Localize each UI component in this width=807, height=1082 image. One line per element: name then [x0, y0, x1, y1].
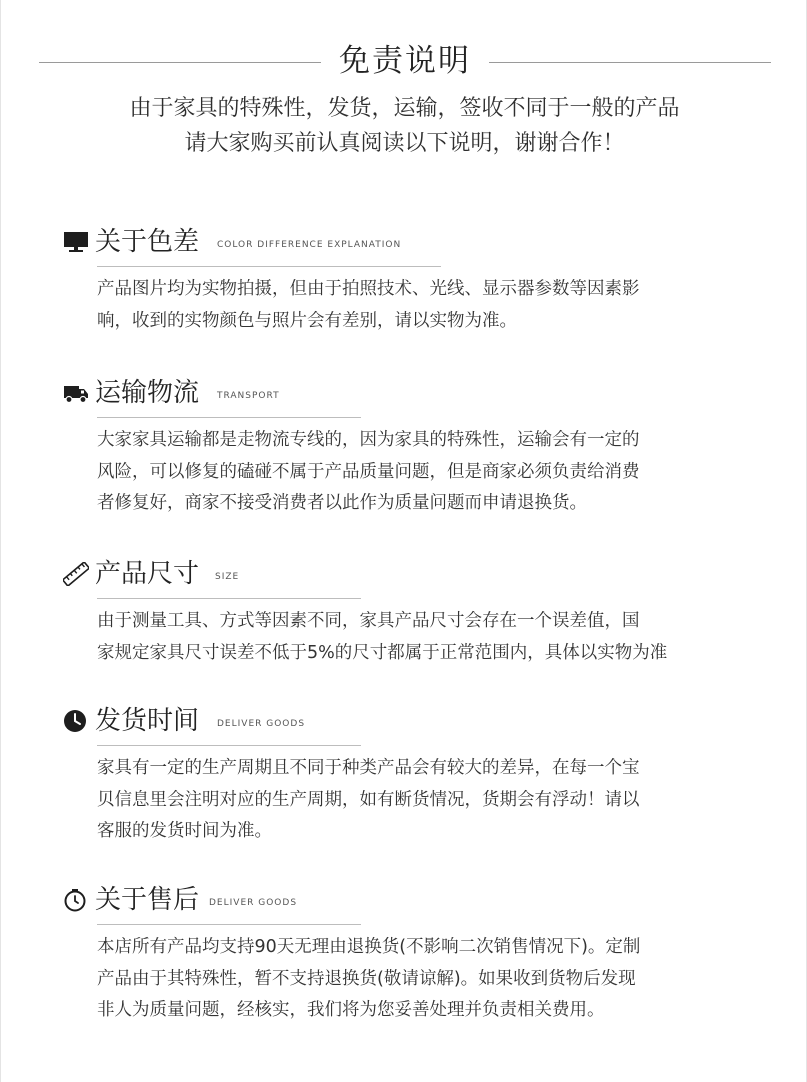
body-line: 响，收到的实物颜色与照片会有差别，请以实物为准。 [97, 310, 517, 331]
body-line: 大家家具运输都是走物流专线的，因为家具的特殊性，运输会有一定的 [97, 430, 640, 450]
body-line: 者修复好，商家不接受消费者以此作为质量问题而申请退换货。 [97, 493, 587, 513]
page-title: 免责说明 [339, 43, 471, 79]
body-line: 风险，可以修复的磕碰不属于产品质量问题，但是商家必须负责给消费 [97, 461, 640, 482]
body-line: 家规定家具尺寸误差不低于5%的尺寸都属于正常范围内，具体以实物为准 [97, 642, 668, 663]
timer-icon [63, 888, 89, 912]
section-divider [97, 745, 361, 746]
subtitle-line-1: 由于家具的特殊性，发货，运输，签收不同于一般的产品 [129, 96, 680, 121]
section-title: 关于色差 [95, 227, 200, 257]
section-body [97, 425, 737, 520]
section-body [97, 606, 737, 669]
section-size [63, 554, 753, 663]
body-line: 产品图片均为实物拍摄，但由于拍照技术、光线、显示器参数等因素影 [97, 279, 640, 299]
section-divider [97, 598, 361, 599]
section-divider [97, 266, 441, 267]
section-transport [63, 373, 753, 513]
section-title: 关于售后 [95, 885, 200, 915]
section-header [63, 701, 753, 741]
subtitle-line-2: 请大家购买前认真阅读以下说明，谢谢合作！ [184, 131, 625, 156]
body-line: 产品由于其特殊性，暂不支持退换货(敬请谅解)。如果收到货物后发现 [97, 968, 636, 989]
ruler-icon [63, 562, 89, 586]
body-line: 非人为质量问题，经核实，我们将为您妥善处理并负责相关费用。 [97, 1000, 605, 1020]
body-line: 贝信息里会注明对应的生产周期，如有断货情况，货期会有浮动！请以 [97, 789, 640, 810]
section-title: 发货时间 [95, 706, 200, 736]
section-divider [97, 924, 361, 925]
section-divider [97, 417, 361, 418]
section-body [97, 753, 737, 848]
section-after-sales [63, 880, 753, 1020]
header-divider-right [489, 62, 771, 63]
section-color-difference [63, 222, 753, 331]
body-line: 本店所有产品均支持90天无理由退换货(不影响二次销售情况下)。定制 [97, 937, 641, 957]
monitor-icon [63, 230, 89, 254]
section-title: 产品尺寸 [95, 559, 200, 589]
truck-icon [63, 381, 89, 405]
section-subtitle-en: TRANSPORT [217, 391, 280, 401]
body-line: 由于测量工具、方式等因素不同，家具产品尺寸会存在一个误差值，国 [97, 611, 640, 631]
section-subtitle-en: COLOR DIFFERENCE EXPLANATION [217, 240, 402, 250]
section-header [63, 373, 753, 413]
header [1, 38, 807, 84]
section-subtitle-en: DELIVER GOODS [209, 898, 298, 908]
section-title: 运输物流 [95, 378, 200, 408]
clock-icon [63, 709, 89, 733]
section-subtitle-en: SIZE [215, 572, 240, 582]
section-delivery-time [63, 701, 753, 841]
section-body [97, 932, 737, 1027]
section-header [63, 554, 753, 594]
section-subtitle-en: DELIVER GOODS [217, 719, 306, 729]
body-line: 客服的发货时间为准。 [97, 821, 272, 841]
section-body [97, 274, 737, 337]
section-header [63, 222, 753, 262]
header-divider-left [39, 62, 321, 63]
section-header [63, 880, 753, 920]
body-line: 家具有一定的生产周期且不同于种类产品会有较大的差异，在每一个宝 [97, 758, 640, 778]
